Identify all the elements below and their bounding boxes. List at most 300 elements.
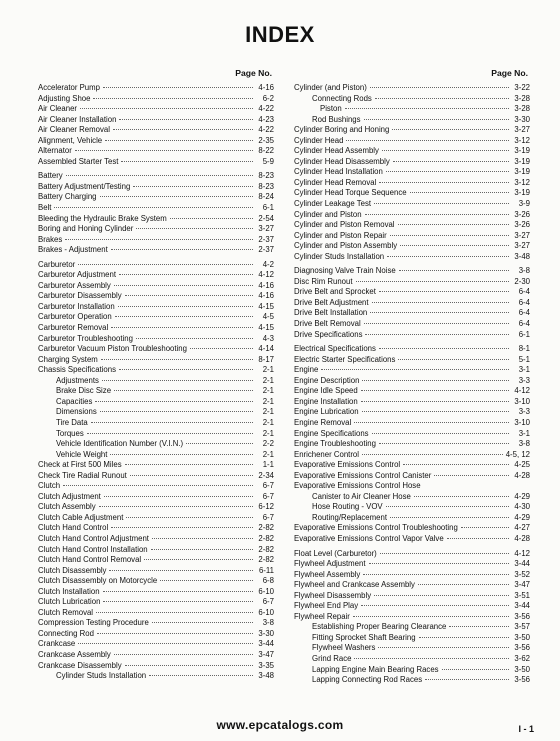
dot-leader <box>125 295 253 296</box>
index-entry <box>294 460 530 471</box>
dot-leader <box>386 171 509 172</box>
entry-page-number: 6-7 <box>262 597 274 607</box>
entry-label: Clutch Assembly <box>38 502 96 512</box>
entry-page-number: 6-4 <box>518 297 530 307</box>
index-entry <box>38 566 274 577</box>
index-entry <box>294 633 530 644</box>
index-entry <box>294 83 530 94</box>
index-entry <box>38 302 274 313</box>
dot-leader <box>392 129 509 130</box>
entry-label: Battery Adjustment/Testing <box>38 181 131 191</box>
dot-leader <box>361 390 509 391</box>
entry-label: Evaporative Emissions Control Canister <box>294 470 432 480</box>
index-entry <box>38 344 274 355</box>
entry-page-number: 4-3 <box>262 333 274 343</box>
entry-label: Cylinder Head Assembly <box>294 146 379 156</box>
entry-label: Cylinder and Piston Repair <box>294 230 387 240</box>
index-entry <box>294 125 530 136</box>
entry-label: Electrical Specifications <box>294 344 376 354</box>
dot-leader <box>115 316 253 317</box>
index-entry <box>294 654 530 665</box>
entry-label: Air Cleaner <box>38 104 77 114</box>
entry-page-number: 3-8 <box>518 439 530 449</box>
entry-page-number: 3-26 <box>514 220 530 230</box>
entry-label: Belt <box>38 203 52 213</box>
entry-label: Cylinder Head Removal <box>294 177 377 187</box>
entry-label: Evaporative Emissions Control Troubleshooting <box>294 523 458 533</box>
entry-page-number: 3-56 <box>514 611 530 621</box>
entry-page-number: 8-17 <box>258 354 274 364</box>
entry-page-number: 3-19 <box>514 146 530 156</box>
index-entry <box>38 460 274 471</box>
dot-leader <box>125 464 253 465</box>
entry-label: Evaporative Emissions Control <box>294 460 401 470</box>
dot-leader <box>364 119 509 120</box>
dot-leader <box>379 182 509 183</box>
index-entry <box>38 650 274 661</box>
entry-label: Carburetor <box>38 259 76 269</box>
index-entry <box>38 618 274 629</box>
entry-page-number: 3-10 <box>514 417 530 427</box>
dot-leader <box>104 496 253 497</box>
index-entry <box>294 157 530 168</box>
index-entry <box>38 587 274 598</box>
entry-page-number: 2-82 <box>258 533 274 543</box>
dot-leader <box>410 192 509 193</box>
index-entry <box>38 639 274 650</box>
dot-leader <box>398 224 509 225</box>
entry-label: Cylinder Leakage Test <box>294 199 372 209</box>
entry-page-number: 4-29 <box>514 512 530 522</box>
page-title: INDEX <box>245 22 315 47</box>
entry-label: Brakes <box>38 234 63 244</box>
index-entry <box>294 146 530 157</box>
index-entry <box>294 210 530 221</box>
entry-label: Carburetor Disassembly <box>38 291 122 301</box>
index-entry <box>38 136 274 147</box>
entry-label: Drive Belt Adjustment <box>294 297 369 307</box>
entry-page-number: 2-1 <box>262 417 274 427</box>
entry-label: Flywheel Adjustment <box>294 559 366 569</box>
entry-page-number: 6-7 <box>262 512 274 522</box>
index-entry <box>38 429 274 440</box>
dot-leader <box>370 87 509 88</box>
entry-label: Cylinder Head Disassembly <box>294 156 390 166</box>
dot-leader <box>103 87 253 88</box>
entry-label: Cylinder Studs Installation <box>56 671 147 681</box>
entry-label: Lapping Connecting Rod Races <box>312 675 423 685</box>
dot-leader <box>390 517 509 518</box>
dot-leader <box>151 549 253 550</box>
entry-page-number: 6-1 <box>518 329 530 339</box>
dot-leader <box>380 553 509 554</box>
entry-page-number: 6-8 <box>262 576 274 586</box>
index-entry <box>294 298 530 309</box>
entry-page-number: 6-10 <box>258 586 274 596</box>
entry-page-number: 4-27 <box>514 523 530 533</box>
dot-leader <box>109 570 253 571</box>
dot-leader <box>372 433 509 434</box>
entry-label: Crankcase Assembly <box>38 649 111 659</box>
entry-page-number: 6-10 <box>258 607 274 617</box>
dot-leader <box>374 203 509 204</box>
entry-label: Engine Troubleshooting <box>294 439 376 449</box>
index-column-left <box>38 66 274 682</box>
entry-page-number: 3-35 <box>258 660 274 670</box>
entry-label: Adjusting Shoe <box>38 93 91 103</box>
index-entry <box>294 136 530 147</box>
entry-page-number: 3-50 <box>514 664 530 674</box>
entry-label: Rod Bushings <box>312 114 361 124</box>
entry-label: Lapping Engine Main Bearing Races <box>312 664 439 674</box>
dot-leader <box>119 274 253 275</box>
page-no-header: Page No. <box>235 68 272 78</box>
entry-label: Clutch Cable Adjustment <box>38 512 124 522</box>
entry-page-number: 3-27 <box>514 230 530 240</box>
index-entry <box>294 471 530 482</box>
entry-label: Air Cleaner Installation <box>38 114 117 124</box>
dot-leader <box>101 359 253 360</box>
dot-leader <box>449 626 509 627</box>
entry-label: Accelerator Pump <box>38 83 100 92</box>
entry-page-number: 3-3 <box>518 407 530 417</box>
entry-page-number: 2-1 <box>262 449 274 459</box>
index-entry <box>38 94 274 105</box>
entry-page-number: 3-10 <box>514 396 530 406</box>
dot-leader <box>119 119 253 120</box>
entry-label: Flywheel End Play <box>294 601 359 611</box>
index-entry <box>38 214 274 225</box>
index-entry <box>38 386 274 397</box>
index-entry <box>294 450 530 461</box>
index-entry <box>294 330 530 341</box>
index-entry <box>38 397 274 408</box>
entry-page-number: 3-51 <box>514 590 530 600</box>
entry-page-number: 6-4 <box>518 319 530 329</box>
dot-leader <box>399 270 509 271</box>
dot-leader <box>130 475 253 476</box>
index-entry <box>38 523 274 534</box>
entry-page-number: 3-57 <box>514 622 530 632</box>
dot-leader <box>419 637 509 638</box>
dot-leader <box>100 196 253 197</box>
entry-label: Routing/Replacement <box>312 512 387 522</box>
entry-page-number: 2-1 <box>262 386 274 396</box>
index-entry <box>38 171 274 182</box>
index-entry <box>294 199 530 210</box>
page-no-header: Page No. <box>491 68 528 78</box>
entry-label: Check Tire Radial Runout <box>38 470 127 480</box>
dot-leader <box>353 616 509 617</box>
entry-label: Canister to Air Cleaner Hose <box>312 491 411 501</box>
dot-leader <box>387 256 509 257</box>
dot-leader <box>114 285 253 286</box>
entry-page-number: 6-1 <box>262 203 274 213</box>
entry-label: Fitting Sprocket Shaft Bearing <box>312 632 416 642</box>
dot-leader <box>54 207 253 208</box>
entry-label: Carburetor Troubleshooting <box>38 333 133 343</box>
index-entry <box>38 513 274 524</box>
entry-page-number: 2-34 <box>258 470 274 480</box>
dot-leader <box>103 591 253 592</box>
dot-leader <box>400 245 509 246</box>
dot-leader <box>113 129 253 130</box>
entry-page-number: 2-37 <box>258 234 274 244</box>
index-entry <box>294 407 530 418</box>
index-entry <box>38 597 274 608</box>
index-entry <box>294 252 530 263</box>
index-entry <box>294 549 530 560</box>
entry-label: Cylinder Head Installation <box>294 167 383 177</box>
dot-leader <box>375 98 509 99</box>
dot-leader <box>114 390 253 391</box>
entry-label: Crankcase Disassembly <box>38 660 122 670</box>
entry-label: Cylinder Boring and Honing <box>294 125 390 135</box>
entry-page-number: 4-5, 12 <box>505 449 530 459</box>
index-entry <box>38 224 274 235</box>
index-entry <box>38 291 274 302</box>
entry-page-number: 4-22 <box>258 125 274 135</box>
entry-page-number: 3-8 <box>518 266 530 276</box>
dot-leader <box>386 506 509 507</box>
index-entry <box>294 601 530 612</box>
entry-label: Compression Testing Procedure <box>38 618 149 628</box>
dot-leader <box>149 675 253 676</box>
entry-page-number: 5-9 <box>262 156 274 166</box>
index-entry <box>38 157 274 168</box>
entry-label: Clutch Installation <box>38 586 100 596</box>
dot-leader <box>96 612 253 613</box>
entry-page-number: 2-82 <box>258 523 274 533</box>
entry-page-number: 3-44 <box>514 559 530 569</box>
entry-label: Capacities <box>56 396 93 406</box>
dot-leader <box>75 150 253 151</box>
index-entry <box>294 355 530 366</box>
entry-label: Engine Removal <box>294 417 352 427</box>
dot-leader <box>321 369 509 370</box>
entry-label: Engine Installation <box>294 396 358 406</box>
entry-page-number: 2-1 <box>262 428 274 438</box>
entry-page-number: 2-1 <box>262 407 274 417</box>
entry-label: Clutch Hand Control Adjustment <box>38 533 149 543</box>
entry-page-number: 3-19 <box>514 188 530 198</box>
dot-leader <box>190 348 253 349</box>
dot-leader <box>374 595 509 596</box>
index-entry <box>294 523 530 534</box>
entry-page-number: 1-1 <box>262 460 274 470</box>
index-entry <box>294 241 530 252</box>
index-entry <box>294 534 530 545</box>
entry-page-number: 3-1 <box>518 428 530 438</box>
index-entry <box>38 545 274 556</box>
index-entry <box>294 643 530 654</box>
entry-page-number: 4-22 <box>258 104 274 114</box>
entry-page-number: 3-48 <box>258 671 274 681</box>
entry-label: Cylinder and Piston Removal <box>294 220 395 230</box>
dot-leader <box>93 98 253 99</box>
entry-label: Carburetor Adjustment <box>38 270 117 280</box>
entry-page-number: 4-12 <box>514 548 530 558</box>
entry-label: Engine Lubrication <box>294 407 359 417</box>
index-entry <box>294 429 530 440</box>
entry-label: Electric Starter Specifications <box>294 354 396 364</box>
entry-page-number: 3-19 <box>514 156 530 166</box>
index-entry <box>294 365 530 376</box>
dot-leader <box>379 348 509 349</box>
entry-label: Diagnosing Valve Train Noise <box>294 266 396 276</box>
entry-page-number: 3-8 <box>262 618 274 628</box>
entry-label: Flywheel Assembly <box>294 569 361 579</box>
dot-leader <box>152 622 253 623</box>
entry-label: Carburetor Vacuum Piston Troubleshooting <box>38 344 187 354</box>
dot-leader <box>378 647 509 648</box>
dot-leader <box>362 454 503 455</box>
entry-label: Air Cleaner Removal <box>38 125 110 135</box>
entry-label: Drive Specifications <box>294 329 363 339</box>
entry-page-number: 4-28 <box>514 533 530 543</box>
index-entry <box>294 675 530 686</box>
entry-label: Chassis Specifications <box>38 365 117 375</box>
entry-label: Charging System <box>38 354 98 364</box>
entry-page-number: 4-29 <box>514 491 530 501</box>
entry-label: Cylinder Head Torque Sequence <box>294 188 407 198</box>
index-entry <box>38 245 274 256</box>
entry-label: Flywheel and Crankcase Assembly <box>294 580 415 590</box>
entry-page-number: 8-23 <box>258 181 274 191</box>
index-entry <box>294 492 530 503</box>
dot-leader <box>434 475 509 476</box>
dot-leader <box>403 464 509 465</box>
entry-label: Enrichener Control <box>294 449 360 459</box>
entry-label: Clutch Adjustment <box>38 491 101 501</box>
index-entry <box>294 220 530 231</box>
entry-label: Evaporative Emissions Control Hose <box>294 481 421 491</box>
index-entry <box>294 513 530 524</box>
entry-page-number: 4-12 <box>514 386 530 396</box>
entry-label: Cylinder and Piston <box>294 209 362 219</box>
entry-label: Flywheel Washers <box>312 643 376 653</box>
entry-page-number: 2-82 <box>258 544 274 554</box>
entry-page-number: 4-23 <box>258 114 274 124</box>
entry-page-number: 8-1 <box>518 344 530 354</box>
index-entry <box>38 334 274 345</box>
index-entry <box>38 192 274 203</box>
dot-leader <box>390 235 509 236</box>
dot-leader <box>100 411 253 412</box>
entry-page-number: 3-27 <box>514 125 530 135</box>
entry-page-number: 3-47 <box>258 649 274 659</box>
index-entry <box>294 665 530 676</box>
entry-label: Adjustments <box>56 375 99 385</box>
entry-page-number: 3-22 <box>514 83 530 92</box>
entry-label: Establishing Proper Bearing Clearance <box>312 622 447 632</box>
dot-leader <box>133 186 253 187</box>
index-entry <box>38 576 274 587</box>
index-entry <box>294 277 530 288</box>
entry-page-number: 4-12 <box>258 270 274 280</box>
entry-label: Disc Rim Runout <box>294 276 353 286</box>
entry-label: Cylinder (and Piston) <box>294 83 367 92</box>
dot-leader <box>102 380 253 381</box>
entry-page-number: 6-2 <box>262 93 274 103</box>
dot-leader <box>170 218 253 219</box>
index-entry <box>38 365 274 376</box>
entry-page-number: 4-5 <box>262 312 274 322</box>
dot-leader <box>105 140 253 141</box>
index-entry <box>38 376 274 387</box>
entry-page-number: 3-28 <box>514 104 530 114</box>
index-entry <box>38 555 274 566</box>
index-entry <box>38 146 274 157</box>
entry-label: Assembled Starter Test <box>38 156 119 166</box>
entry-page-number: 2-37 <box>258 245 274 255</box>
index-entry <box>38 235 274 246</box>
entry-label: Brake Disc Size <box>56 386 112 396</box>
index-entry <box>38 492 274 503</box>
dot-leader <box>379 291 509 292</box>
index-entry <box>294 397 530 408</box>
dot-leader <box>144 559 253 560</box>
entry-page-number: 6-4 <box>518 308 530 318</box>
dot-leader <box>125 665 253 666</box>
dot-leader <box>362 411 509 412</box>
entry-label: Carburetor Installation <box>38 301 115 311</box>
entry-page-number: 4-15 <box>258 323 274 333</box>
entry-label: Hose Routing - VOV <box>312 502 383 512</box>
entry-label: Alignment, Vehicle <box>38 135 103 145</box>
entry-label: Carburetor Removal <box>38 323 109 333</box>
entry-label: Clutch Disassembly <box>38 565 107 575</box>
entry-label: Float Level (Carburetor) <box>294 548 377 558</box>
dot-leader <box>425 679 509 680</box>
dot-leader <box>78 643 253 644</box>
entry-page-number: 2-82 <box>258 555 274 565</box>
entry-page-number: 4-16 <box>258 291 274 301</box>
index-entry <box>294 376 530 387</box>
index-entry <box>38 629 274 640</box>
index-entry <box>294 231 530 242</box>
entry-page-number: 3-44 <box>514 601 530 611</box>
index-column-right <box>294 66 530 686</box>
index-entry <box>38 281 274 292</box>
index-entry <box>294 559 530 570</box>
entry-page-number: 3-47 <box>514 580 530 590</box>
entry-label: Clutch Lubrication <box>38 597 101 607</box>
index-entry <box>38 104 274 115</box>
entry-page-number: 2-30 <box>514 276 530 286</box>
index-entry <box>294 178 530 189</box>
dot-leader <box>111 327 253 328</box>
dot-leader <box>362 380 509 381</box>
entry-label: Clutch Hand Control <box>38 523 109 533</box>
entry-label: Vehicle Identification Number (V.I.N.) <box>56 439 184 449</box>
dot-leader <box>365 214 509 215</box>
index-entry <box>38 125 274 136</box>
entry-page-number: 3-27 <box>258 224 274 234</box>
dot-leader <box>103 601 253 602</box>
dot-leader <box>442 669 509 670</box>
entry-page-number: 2-1 <box>262 396 274 406</box>
entry-label: Clutch Hand Control Installation <box>38 544 148 554</box>
entry-label: Tire Data <box>56 417 88 427</box>
entry-page-number: 4-14 <box>258 344 274 354</box>
index-entry <box>38 471 274 482</box>
dot-leader <box>91 422 253 423</box>
entry-label: Cylinder and Piston Assembly <box>294 241 398 251</box>
index-entry <box>38 312 274 323</box>
index-entry <box>38 661 274 672</box>
index-entry <box>294 287 530 298</box>
